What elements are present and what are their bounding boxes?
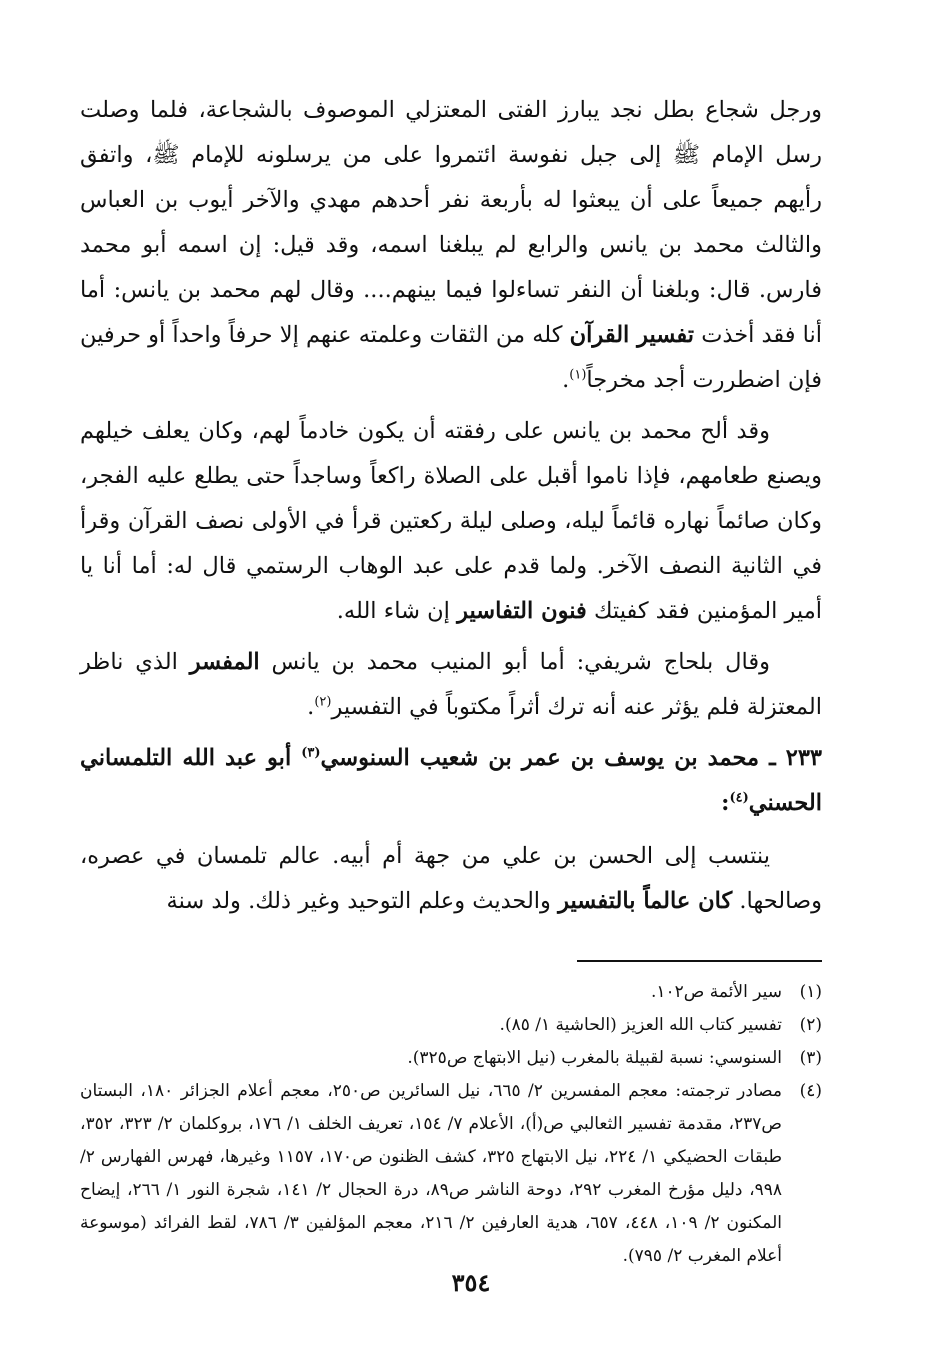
bio-text-b: والحديث وعلم التوحيد وغير ذلك. ولد سنة — [166, 888, 559, 914]
footnote-ref-3: (٣) — [301, 745, 321, 761]
paragraph-1-text-a: ورجل شجاع بطل نجد يبارز الفتى المعتزلي الموصوف بالشجاعة، فلما وصلت رسل الإمام ﷺ إلى جبل نفوسة ائتمروا على من يرسلونه للإمام ﷺ، واتفق رأيهم جميعاً على أن يبعثوا له بأربعة نفر أحدهم مهدي والآخر أيوب بن العباس والثالث محمد بن يانس والرابع لم يبلغنا اسمه، وقد قيل: إن اسمه أبو محمد فارس. قال: وبلغنا أن النفر تساءلوا فيما بينهم.... وقال لهم محمد بن يانس: أما أنا فقد أخذت — [80, 97, 822, 348]
footnote-ref-1: (١) — [569, 367, 587, 383]
footnote-ref-4: (٤) — [729, 790, 749, 806]
footnote-text: مصادر ترجمته: معجم المفسرين ٢/ ٦٦٥، نيل السائرين ص٢٥٠، معجم أعلام الجزائر ١٨٠، البستان ص٢٣٧، مقدمة تفسير الثعالبي ص(أ)، الأعلام ٧/ ١٥٤، تعريف الخلف ١/ ١٧٦، بروكلمان ٢/ ٣٢٣، ٣٥٢، طبقات الحضيكي ١/ ٢٢٤، نيل الابتهاج ٣٢٥، كشف الظنون ص١٧٠، ١١٥٧ وغيرها، فهرس الفهارس ٢/ ٩٩٨، دليل مؤرخ المغرب ٢٩٢، دوحة الناشر ص٨٩، درة الحجال ٢/ ١٤١، شجرة النور ١/ ٢٦٦، إيضاح المكنون ٢/ ١٠٩، ٤٤٨، ٦٥٧، هدية العارفين ٢/ ٢١٦، معجم المؤلفين ٣/ ٧٨٦، لقط الفرائد (موسوعة أعلام المغرب ٢/ ٧٩٥). — [80, 1081, 783, 1266]
paragraph-3-text-a: وقال بلحاج شريفي: أما أبو المنيب محمد بن يانس — [259, 649, 770, 675]
footnotes — [80, 976, 822, 1273]
footnote-ref-2: (٢) — [314, 694, 332, 710]
entry-heading: ٢٣٣ ـ محمد بن يوسف بن عمر بن شعيب السنوسي$^{(٣)}$ أبو عبد الله التلمساني الحسني$^{(٤)}$: — [80, 745, 822, 816]
footnote-divider — [577, 960, 822, 962]
footnote-4 — [80, 1075, 822, 1273]
entry-colon: : — [721, 790, 730, 816]
paragraph-2-bold: فنون التفاسير — [457, 598, 587, 624]
paragraph-2 — [80, 409, 822, 634]
footnote-text: سير الأئمة ص١٠٢. — [650, 982, 782, 1002]
entry-name: محمد بن يوسف بن عمر بن شعيب السنوسي — [320, 745, 760, 771]
footnote-number: (٢) — [799, 1015, 822, 1035]
entry-number: ٢٣٣ — [785, 745, 822, 771]
paragraph-3-end: . — [307, 694, 315, 720]
bio-paragraph — [80, 834, 822, 924]
footnote-number: (٤) — [799, 1081, 822, 1101]
footnote-2 — [80, 1009, 822, 1042]
bio-bold: كان عالماً بالتفسير — [558, 888, 733, 914]
footnote-number: (٣) — [799, 1048, 822, 1068]
paragraph-3-bold: المفسر — [189, 649, 260, 675]
footnote-number: (١) — [799, 982, 822, 1002]
paragraph-3 — [80, 640, 822, 730]
paragraph-1 — [80, 88, 822, 403]
paragraph-2-text-b: إن شاء الله. — [336, 598, 458, 624]
paragraph-2-text-a: وقد ألح محمد بن يانس على رفقته أن يكون خادماً لهم، وكان يعلف خيلهم ويصنع طعامهم، فإذا ناموا أقبل على الصلاة راكعاً وساجداً حتى يطلع عليه الفجر، وكان صائماً نهاره قائماً ليله، وصلى ليلة ركعتين قرأ في الأولى نصف القرآن وقرأ في الثانية النصف الآخر. ولما قدم على عبد الوهاب الرستمي قال له: أما أنا يا أمير المؤمنين فقد كفيتك — [80, 418, 822, 624]
paragraph-1-text-b: كله من الثقات وعلمته عنهم إلا حرفاً واحداً أو حرفين فإن اضطررت أجد مخرجاً — [80, 322, 822, 393]
paragraph-3-text-b: الذي ناظر المعتزلة فلم يؤثر عنه أنه ترك أثراً مكتوباً في التفسير — [80, 649, 822, 720]
footnote-text: السنوسي: نسبة لقبيلة بالمغرب (نيل الابتهاج ص٣٢٥). — [407, 1048, 782, 1068]
entry-kunya: أبو عبد الله التلمساني الحسني — [80, 745, 822, 816]
footnote-1 — [80, 976, 822, 1009]
footnote-text: تفسير كتاب الله العزيز (الحاشية ١/ ٨٥). — [499, 1015, 782, 1035]
bio-text-a: ينتسب إلى الحسن بن علي من جهة أم أبيه. عالم تلمسان في عصره، وصالحها. — [80, 843, 822, 914]
page-number: ٣٥٤ — [451, 1268, 491, 1297]
paragraph-1-bold: تفسير القرآن — [569, 322, 695, 348]
footnote-3 — [80, 1042, 822, 1075]
paragraph-1-end: . — [562, 367, 570, 393]
